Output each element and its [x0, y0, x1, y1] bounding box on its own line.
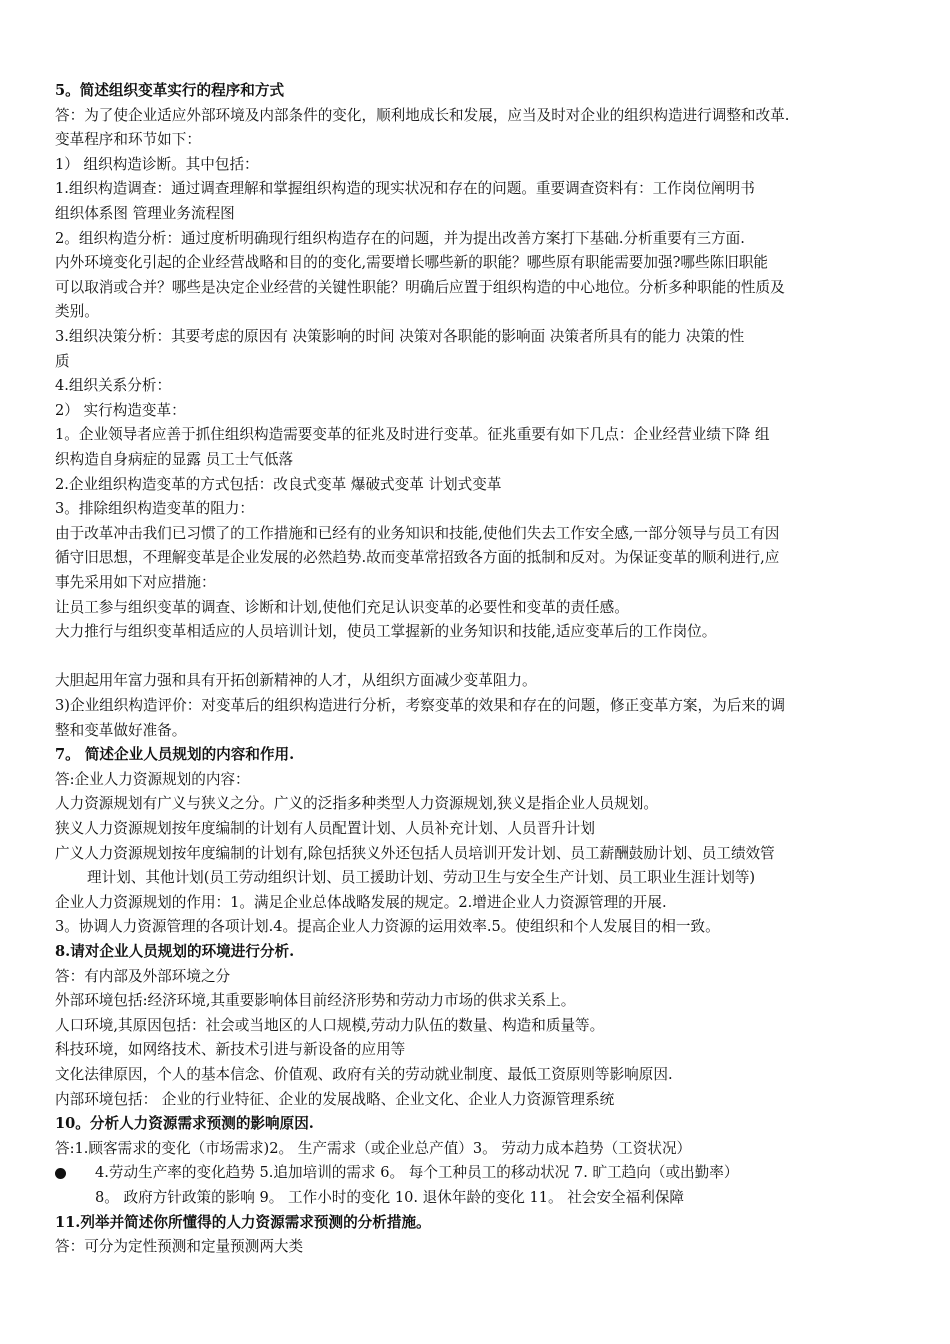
text-line: 4.劳动生产率的变化趋势 5.追加培训的需求 6。 每个工种员工的移动状况 7. 旷工趋向（或出勤率） — [95, 1164, 739, 1182]
section-heading: 8.请对企业人员规划的环境进行分析. — [55, 943, 295, 960]
text-line: 2.企业组织构造变革的方式包括：改良式变革 爆破式变革 计划式变革 — [55, 475, 502, 493]
text-line: 狭义人力资源规划按年度编制的计划有人员配置计划、人员补充计划、人员晋升计划 — [55, 820, 595, 837]
section-heading: 5。简述组织变革实行的程序和方式 — [55, 82, 285, 99]
text-line: 答:企业人力资源规划的内容： — [55, 770, 250, 788]
text-line: 答：为了使企业适应外部环境及内部条件的变化，顺利地成长和发展，应当及时对企业的组织构造进行调整和改革. — [55, 106, 790, 124]
text-line: 答：可分为定性预测和定量预测两大类 — [55, 1238, 304, 1256]
text-line: 企业人力资源规划的作用：1。满足企业总体战略发展的规定。2.增进企业人力资源管理的开展. — [55, 893, 667, 911]
section-heading: 11.列举并简述你所懂得的人力资源需求预测的分析措施。 — [55, 1213, 431, 1231]
text-line: 类别。 — [55, 303, 99, 321]
text-line: 理计划、其他计划(员工劳动组织计划、员工援助计划、劳动卫生与安全生产计划、员工职业生涯计划等) — [87, 869, 756, 887]
text-line: 由于改革冲击我们已习惯了的工作措施和已经有的业务知识和技能,使他们失去工作安全感,一部分领导与员工有因 — [55, 524, 780, 542]
text-line: 8。 政府方针政策的影响 9。 工作小时的变化 10. 退休年龄的变化 11。 社会安全福利保障 — [95, 1189, 685, 1206]
text-line: 组织体系图 管理业务流程图 — [55, 205, 235, 222]
text-line: 循守旧思想，不理解变革是企业发展的必然趋势.故而变革常招致各方面的抵制和反对。为保证变革的顺利进行,应 — [55, 549, 780, 567]
bullet-dot-icon — [55, 1168, 66, 1179]
text-line: 大胆起用年富力强和具有开拓创新精神的人才，从组织方面减少变革阻力。 — [55, 672, 537, 690]
text-line: 2） 实行构造变革： — [55, 401, 186, 419]
text-line: 外部环境包括:经济环境,其重要影响体目前经济形势和劳动力市场的供求关系上。 — [55, 992, 576, 1010]
text-line: 文化法律原因，个人的基本信念、价值观、政府有关的劳动就业制度、最低工资原则等影响原因. — [55, 1066, 673, 1083]
text-line: 1） 组织构造诊断。其中包括： — [55, 155, 259, 173]
text-line: 3。排除组织构造变革的阻力： — [55, 500, 255, 518]
section-heading: 10。分析人力资源需求预测的影响原因. — [55, 1115, 314, 1133]
text-line: 人力资源规划有广义与狭义之分。广义的泛指多种类型人力资源规划,狭义是指企业人员规划。 — [55, 795, 658, 813]
text-line: 科技环境，如网络技术、新技术引进与新设备的应用等 — [55, 1041, 406, 1059]
text-line: 可以取消或合并？哪些是决定企业经营的关键性职能？明确后应置于组织构造的中心地位。分析多种职能的性质及 — [55, 278, 785, 296]
text-line: 1。企业领导者应善于抓住组织构造需要变革的征兆及时进行变革。征兆重要有如下几点：企业经营业绩下降 组 — [55, 426, 770, 444]
text-line: 3)企业组织构造评价：对变革后的组织构造进行分析，考察变革的效果和存在的问题，修正变革方案，为后来的调 — [55, 697, 786, 714]
text-line: 广义人力资源规划按年度编制的计划有,除包括狭义外还包括人员培训开发计划、员工薪酬鼓励计划、员工绩效管 — [55, 844, 775, 862]
text-line: 1.组织构造调查：通过调查理解和掌握组织构造的现实状况和存在的问题。重要调查资料有：工作岗位阐明书 — [55, 180, 755, 198]
text-line: 事先采用如下对应措施： — [55, 574, 216, 591]
text-line: 内外环境变化引起的企业经营战略和目的的变化,需要增长哪些新的职能？哪些原有职能需要加强?哪些陈旧职能 — [55, 254, 768, 272]
text-line: 2。组织构造分析：通过度析明确现行组织构造存在的问题，并为提出改善方案打下基础.分析重要有三方面. — [55, 229, 745, 247]
text-line: 大力推行与组织变革相适应的人员培训计划，使员工掌握新的业务知识和技能,适应变革后的工作岗位。 — [55, 623, 717, 641]
text-line: 答：有内部及外部环境之分 — [55, 967, 231, 985]
text-line: 3.组织决策分析：其要考虑的原因有 决策影响的时间 决策对各职能的影响面 决策者所具有的能力 决策的性 — [55, 328, 745, 345]
text-line: 让员工参与组织变革的调查、诊断和计划,使他们充足认识变革的必要性和变革的责任感。 — [55, 598, 629, 616]
section-heading: 7。 简述企业人员规划的内容和作用. — [55, 746, 295, 764]
text-line: 整和变革做好准备。 — [55, 721, 187, 739]
text-line: 内部环境包括： 企业的行业特征、企业的发展战略、企业文化、企业人力资源管理系统 — [55, 1090, 615, 1108]
text-line: 4.组织关系分析： — [55, 377, 172, 395]
text-line: 3。协调人力资源管理的各项计划.4。提高企业人力资源的运用效率.5。使组织和个人发展目的相一致。 — [55, 918, 720, 936]
text-line: 织构造自身病症的显露 员工士气低落 — [55, 451, 294, 468]
text-line: 质 — [55, 352, 70, 370]
text-line: 答:1.顾客需求的变化（市场需求)2。 生产需求（或企业总产值）3。 劳动力成本趋势（工资状况） — [55, 1139, 692, 1157]
text-line: 变革程序和环节如下： — [55, 131, 201, 149]
text-line: 人口环境,其原因包括：社会或当地区的人口规模,劳动力队伍的数量、构造和质量等。 — [55, 1016, 605, 1034]
